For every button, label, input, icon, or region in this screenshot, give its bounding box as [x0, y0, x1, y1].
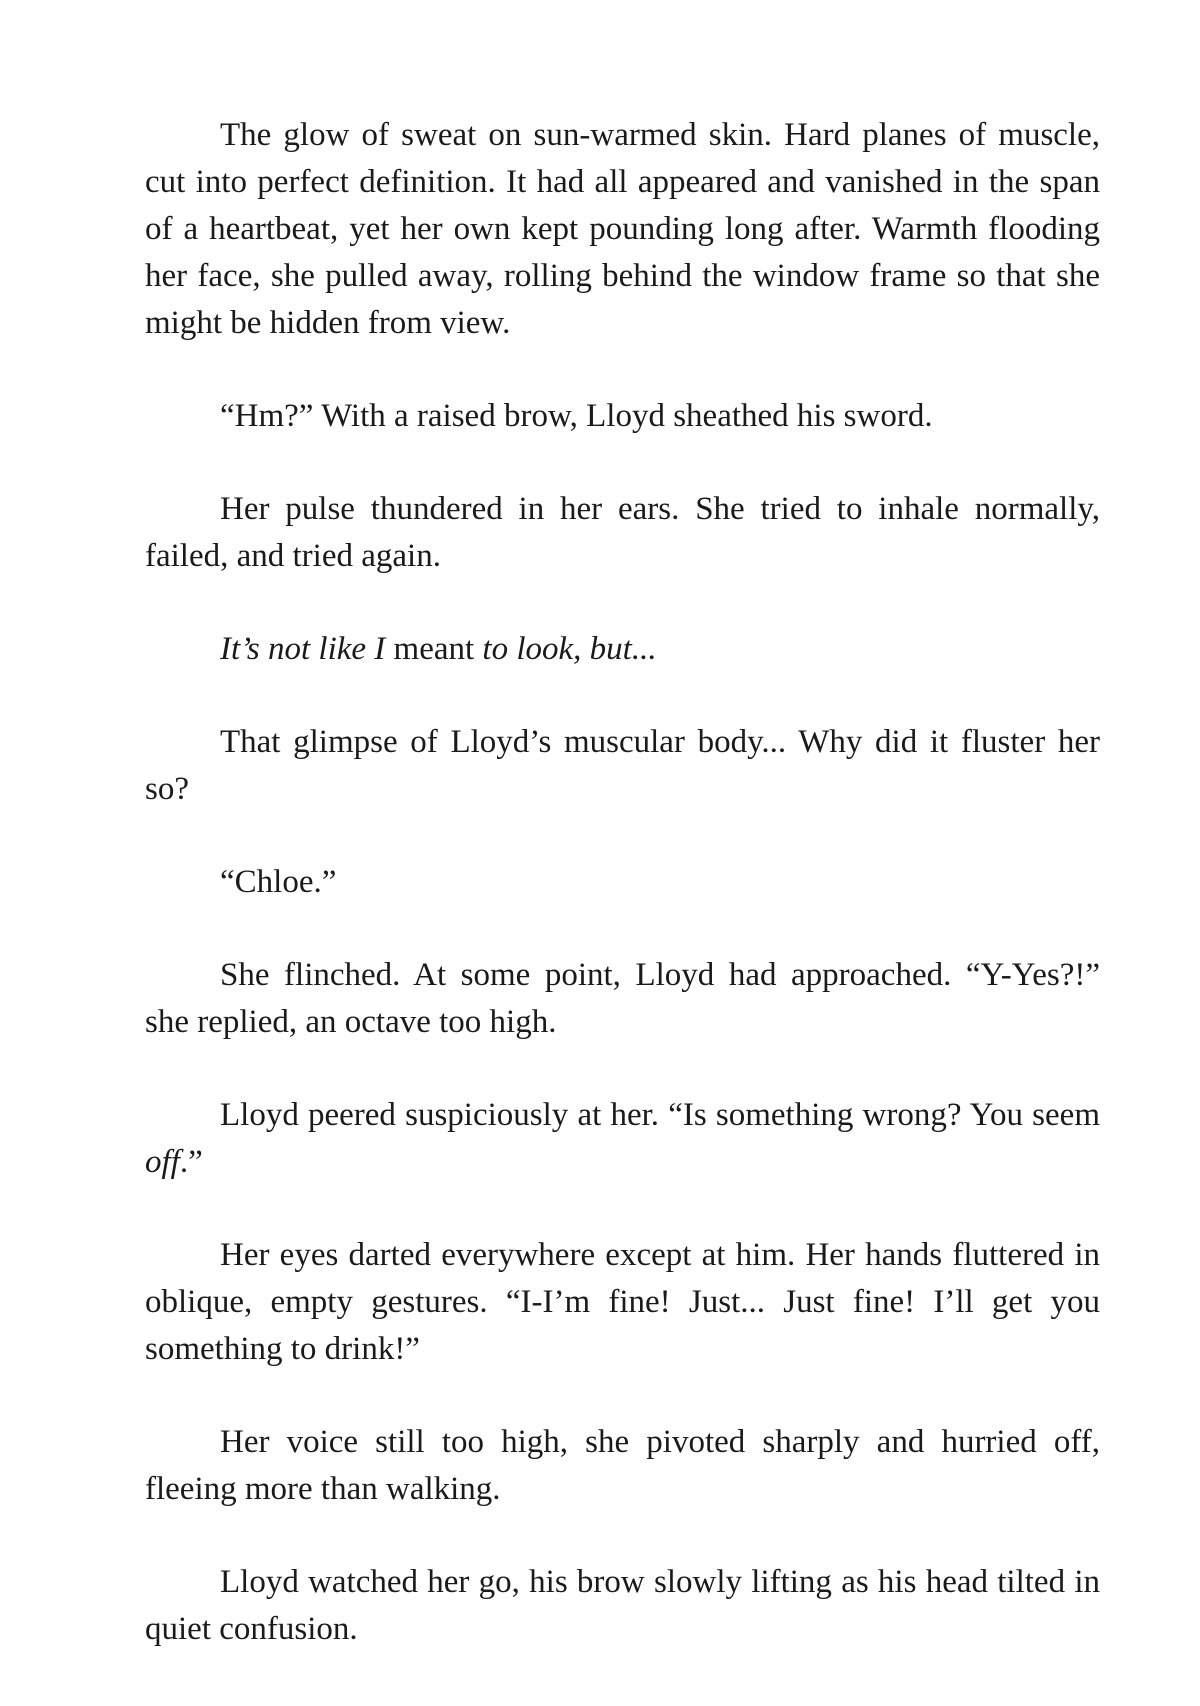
paragraph-text: The glow of sweat on sun-warmed skin. Hard planes of muscle, cut into perfect definition. It had all appeared and vanished in the span of a heartbeat, yet her own kept pounding long after. Warmth flooding her face, she pulled away, rolling behind the window frame so that she might be hidden from view.: [145, 117, 1100, 341]
paragraph: [145, 1232, 1100, 1373]
paragraph-text: “Hm?” With a raised brow, Lloyd sheathed his sword.: [220, 398, 933, 434]
paragraph-text: Her pulse thundered in her ears. She tried to inhale normally, failed, and tried again.: [145, 491, 1100, 574]
paragraph-text: .”: [179, 1144, 203, 1180]
page-body: [145, 112, 1100, 1653]
paragraph-text: Her voice still too high, she pivoted sharply and hurried off, fleeing more than walking.: [145, 1424, 1100, 1507]
paragraph-text: Lloyd peered suspiciously at her. “Is something wrong? You seem: [220, 1097, 1100, 1133]
paragraph: [145, 1559, 1100, 1653]
paragraph-text: Lloyd watched her go, his brow slowly lifting as his head tilted in quiet confusion.: [145, 1564, 1100, 1647]
italic-text: It’s not like I: [220, 631, 386, 667]
paragraph: [145, 112, 1100, 347]
paragraph: [145, 859, 1100, 906]
paragraph: [145, 1419, 1100, 1513]
paragraph-text: That glimpse of Lloyd’s muscular body... Why did it fluster her so?: [145, 724, 1100, 807]
paragraph-text: She flinched. At some point, Lloyd had approached. “Y-Yes?!” she replied, an octave too high.: [145, 957, 1100, 1040]
paragraph: [145, 719, 1100, 813]
paragraph-text: meant: [385, 631, 483, 667]
paragraph: [145, 626, 1100, 673]
italic-text: off: [145, 1144, 180, 1180]
paragraph-text: “Chloe.”: [220, 864, 337, 900]
paragraph-text: Her eyes darted everywhere except at him. Her hands fluttered in oblique, empty gestures. “I-I’m fine! Just... Just fine! I’ll get you something to drink!”: [145, 1237, 1100, 1367]
paragraph: [145, 393, 1100, 440]
italic-text: to look, but...: [482, 631, 657, 667]
paragraph: [145, 952, 1100, 1046]
paragraph: [145, 486, 1100, 580]
paragraph: [145, 1092, 1100, 1186]
